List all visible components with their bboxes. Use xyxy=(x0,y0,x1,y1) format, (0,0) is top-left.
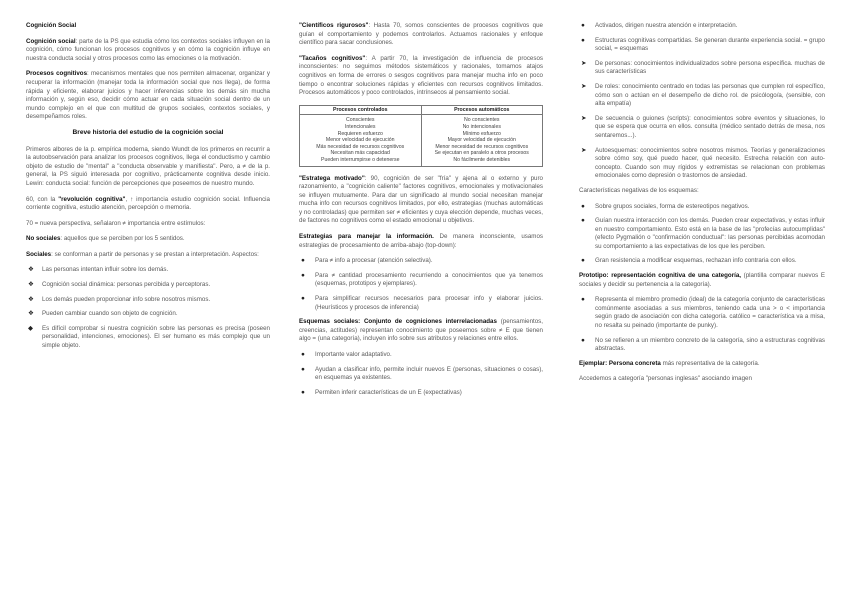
table-cell: Mayor velocidad de ejecución xyxy=(447,137,516,144)
table-cell: No fácilmente detenibles xyxy=(453,156,511,163)
paragraph-prototipo: Prototipo: representación cognitiva de una categoría, (plantilla comparar nuevos E sociales y decidir su pertenencia a la categoría). xyxy=(579,272,825,288)
list-item: ● Gran resistencia a modificar esquemas, rechazan info contraria con ellos. xyxy=(581,257,797,265)
paragraph-historia: Primeros albores de la p. empírica moderna, siendo Wundt de los primeros en recurrir a la autoobservación para analizar los procesos cognitivos, llega el conductismo y cambio objeto de estudio de "mental" a "conducta observable y manifiesta". Pero, a ≠ de la p. general, la PS siguió interesada por cognitivo, prácticamente cognitiva desde inicio. Lewin: conducta social: función de percepciones que poseemos de nuestro mundo. xyxy=(26,145,270,187)
table-cell: Menor velocidad de ejecución xyxy=(325,137,395,144)
list-item: ● Guían nuestra interacción con los demás. Pueden crear expectativas, y estas influir en nuestro comportamiento. Esto está en la base de las "profecías autocumplidas" (efecto Pygmalión o "confirmación conductual": las personas percibidas acomodan su comportamiento a las expectativas de los que les perciben. xyxy=(581,217,825,250)
paragraph-no-sociales: No sociales: aquellos que se perciben por los 5 sentidos. xyxy=(26,235,185,243)
list-item: ◆ Es difícil comprobar si nuestra cognición sobre las personas es precisa (poseen personalidad, intenciones, emociones). El ser humano es más complejo que un simple objeto. xyxy=(28,324,270,350)
paragraph-sociales: Sociales: se conforman a partir de personas y se prestan a interpretación. Aspectos: xyxy=(26,250,259,258)
arrow-bullet-icon: ➤ xyxy=(581,146,587,154)
dot-bullet-icon: ● xyxy=(301,388,305,396)
paragraph-ejemplar: Ejemplar: Persona concreta más representativa de la categoría. xyxy=(579,359,760,367)
diamond-bullet-icon: ❖ xyxy=(28,266,34,274)
dot-bullet-icon: ● xyxy=(301,365,305,373)
paragraph-estratega: "Estratega motivado": 90, cognición de ser "fría" y ajena al o externo y puro razonamiento, a "cognición caliente" factores cognitivos, emocionales y motivacionales se influyen mutuamente. Para dar un significado al mundo social necesitan manejar mucha info con recursos cognitivos limitados, por ello, estrategias (muchas automáticas y no controladas) que permiten ser ≠ eficientes y cuya elección depende, muchas veces, de factores no cognitivos como el estado emocional u objetivos. xyxy=(299,174,543,225)
table-cell: No intencionales xyxy=(462,123,501,130)
column-1 xyxy=(26,22,270,357)
list-item: ➤ De roles: conocimiento centrado en todas las personas que cumplen rol específico, cómo son o actúan en el desempeño de dicho rol. de psicólogo/a, (sensible, con alta empatía) xyxy=(581,82,825,108)
list-item: ● No se refieren a un miembro concreto de la categoría, sino a estructuras cognitivas abstractas. xyxy=(581,336,825,353)
list-item: ❖ Las personas intentan influir sobre los demás. xyxy=(28,266,169,274)
dot-bullet-icon: ● xyxy=(581,202,585,210)
paragraph-cientificos: "Científicos rigurosos": Hasta 70, somos conscientes de procesos cognitivos que guían el comportamiento y podemos controlarlos. Actuamos racionales y enfoque científico para sacar conclusiones. xyxy=(299,22,543,47)
table-cell: Más necesidad de recursos cognitivos xyxy=(316,143,405,150)
dot-bullet-icon: ● xyxy=(581,296,585,304)
table-cell: Necesitan más capacidad xyxy=(330,150,390,157)
table-cell: Mínimo esfuerzo xyxy=(462,130,501,137)
dot-bullet-icon: ● xyxy=(301,257,305,265)
column-2 xyxy=(299,22,543,403)
list-item: ➤ De secuencia o guiones (scripts): conocimientos sobre eventos y situaciones, lo que se espera que ocurra en ellos. consulta (médico sentado detrás de mesa, nos sentaremos...). xyxy=(581,114,825,139)
list-item: ❖ Los demás pueden proporcionar info sobre nosotros mismos. xyxy=(28,295,211,303)
paragraph-revolucion: 60, con la "revolución cognitiva", ↑ importancia estudio cognición social. Influencia corriente cognitiva, estudio atención, percepción o memoria. xyxy=(26,195,270,212)
section-heading-historia: Breve historia del estudio de la cognición social xyxy=(72,128,224,136)
list-item: ● Ayudan a clasificar info, permite incluir nuevos E (personas, situaciones o cosas), en esquemas ya existentes. xyxy=(301,365,543,382)
arrow-bullet-icon: ➤ xyxy=(581,59,587,67)
list-item: ● Estructuras cognitivas compartidas. Se generan durante experiencia social. = grupo social, = esquemas xyxy=(581,36,825,53)
dot-bullet-icon: ● xyxy=(301,271,305,279)
dot-bullet-icon: ● xyxy=(581,217,585,225)
list-item: ● Representa el miembro promedio (ideal) de la categoría conjunto de características comúnmente asociadas a sus miembros, teniendo cada una > o < importancia según grado de asociación con dicha categoría. católico = característica va a misa, no resalta su peinado (importante de punky). xyxy=(581,296,825,330)
page-title: Cognición Social xyxy=(26,22,77,29)
table-cell: Menor necesidad de recursos cognitivos xyxy=(435,143,529,150)
dot-bullet-icon: ● xyxy=(301,295,305,303)
arrow-bullet-icon: ➤ xyxy=(581,82,587,90)
table-column-automaticos xyxy=(421,106,543,166)
paragraph-estrategias: Estrategias para manejar la información. De manera inconsciente, usamos estrategias de procesamiento de arriba-abajo (top-down): xyxy=(299,233,543,249)
table-cell: No conscientes xyxy=(464,117,500,124)
paragraph-esquemas: Esquemas sociales: Conjunto de cogniciones interrelacionadas (pensamientos, creencias, actitudes) representan conocimiento que poseemos sobre ≠ E que tienen algo = (una categoría), incluyen info sobre sus atributos y relaciones entre ellos. xyxy=(299,318,543,343)
paragraph-tacanos: "Tacaños cognitivos": A partir 70, la investigación de influencia de procesos inconscientes: no seguimos métodos sistemáticos y racionales, tomamos atajos cognitivos en forma de errores o sesgos cognitivos para manejar mucha info en poco tiempo o encontrar soluciones rápidas y eficientes con recursos cognitivos limitados. Procesos automáticos y poco controlados, intrínsecos al pensamiento social. xyxy=(299,54,543,97)
dot-bullet-icon: ● xyxy=(301,351,305,358)
list-item: ● Para simplificar recursos necesarios para procesar info y elaborar juicios. (Heurísticos y procesos de inferencia) xyxy=(301,295,543,311)
list-item: ● Para ≠ info a procesar (atención selectiva). xyxy=(301,257,433,265)
dot-bullet-icon: ● xyxy=(581,36,585,44)
list-item: ● Importante valor adaptativo. xyxy=(301,351,392,358)
table-cell: Intencionales xyxy=(344,123,376,130)
diamond-bullet-icon: ❖ xyxy=(28,281,34,289)
list-item: ● Permiten inferir características de un E (expectativas) xyxy=(301,388,462,396)
table-header: Procesos controlados xyxy=(300,106,421,116)
list-item: ● Para ≠ cantidad procesamiento recurriendo a conocimientos que ya tenemos (esquemas, prototipos y ejemplares). xyxy=(301,271,543,288)
table-cell: Conscientes xyxy=(345,117,375,124)
table-cell: Pueden interrumpirse o detenerse xyxy=(321,156,400,163)
table-cell: Se ejecutan en paralelo a otros procesos xyxy=(434,150,529,157)
table-cell: Requieren esfuerzo xyxy=(337,130,383,137)
paragraph-estimulos: 70 = nueva perspectiva, señalaron ≠ importancia entre estímulos: xyxy=(26,219,206,227)
diamond-bullet-icon: ❖ xyxy=(28,310,34,318)
dot-bullet-icon: ● xyxy=(581,22,585,29)
list-item: ● Activados, dirigen nuestra atención e interpretación. xyxy=(581,22,738,29)
paragraph-accedemos: Accedemos a categoría "personas inglesas" asociando imagen xyxy=(579,375,752,383)
paragraph-cognicion-social: Cognición social: parte de la PS que estudia cómo los contextos sociales influyen en la cognición, cómo funcionan los procesos cognitivos y en cómo la cognición influye en nuestra conducta social y otros procesos como las emociones o la motivación. xyxy=(26,37,270,62)
list-item: ❖ Cognición social dinámica: personas percibida y perceptoras. xyxy=(28,281,211,289)
paragraph-procesos-cognitivos: Procesos cognitivos: mecanismos mentales que nos permiten almacenar, organizar y recuperar la información (manejar toda la información social que nos llega), de forma rápida y eficiente, elaborar juicios y hacer inferencias sobre los demás sin mucha información y, según eso, decidir cómo actuar en cada situación social dentro de un mundo complejo en el que con multitud de grupos sociales, contextos sociales, y desempeñamos roles. xyxy=(26,70,270,121)
list-item: ➤ De personas: conocimientos individualizados sobre persona específica. muchas de sus características xyxy=(581,59,825,76)
diamond-bullet-icon: ❖ xyxy=(28,295,34,303)
paragraph-caracteristicas: Características negativas de los esquemas: xyxy=(579,186,699,194)
list-item: ● Sobre grupos sociales, forma de estereotipos negativos. xyxy=(581,202,750,210)
solid-diamond-bullet-icon: ◆ xyxy=(28,324,33,332)
list-item: ❖ Pueden cambiar cuando son objeto de cognición. xyxy=(28,310,178,318)
column-3 xyxy=(579,22,825,391)
dot-bullet-icon: ● xyxy=(581,257,585,265)
dot-bullet-icon: ● xyxy=(581,336,585,344)
arrow-bullet-icon: ➤ xyxy=(581,114,587,122)
table-column-controlados xyxy=(300,106,421,166)
list-item: ➤ Autoesquemas: conocimientos sobre nosotros mismos. Teorías y generalizaciones sobre cómo soy, qué puedo hacer, qué necesito. Estrecha relación con auto-concepto. Cuando son muy rígidos y extremistas se relacionan con problemas emocionales como depresión o trastornos de ansiedad. xyxy=(581,146,825,180)
procesos-table xyxy=(299,105,543,167)
table-header: Procesos automáticos xyxy=(422,106,543,116)
